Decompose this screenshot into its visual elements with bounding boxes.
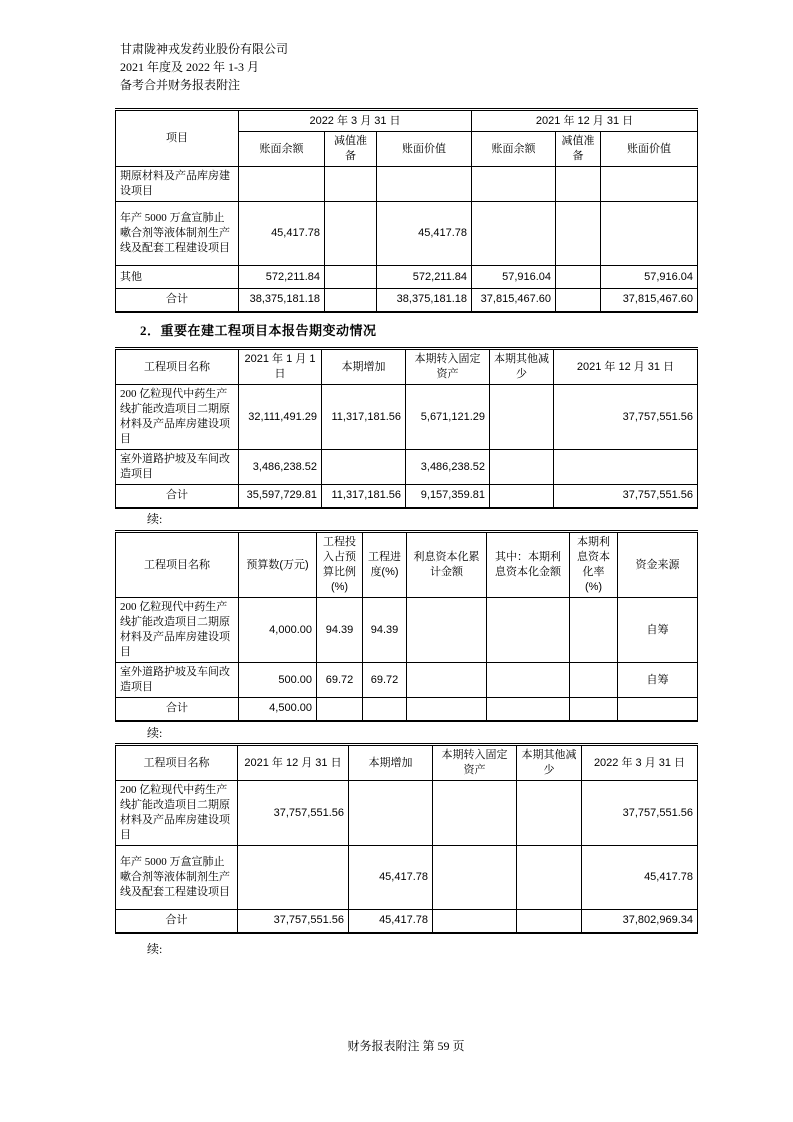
column-group-2022-03-31: 2022 年 3 月 31 日 (239, 110, 472, 132)
column-header: 2021 年 1 月 1 日 (239, 349, 322, 385)
total-value-cell (363, 698, 407, 721)
value-cell (490, 450, 554, 485)
total-value-cell: 37,815,467.60 (472, 289, 556, 312)
table-row (116, 450, 698, 485)
table-row (116, 846, 698, 910)
value-cell (325, 202, 377, 266)
value-cell (556, 167, 601, 202)
value-cell: 37,757,551.56 (238, 781, 349, 846)
value-cell: 57,916.04 (472, 266, 556, 289)
value-cell (472, 202, 556, 266)
total-row (116, 289, 698, 312)
column-header: 工程项目名称 (116, 745, 238, 781)
total-value-cell: 11,317,181.56 (322, 485, 406, 508)
value-cell: 3,486,238.52 (406, 450, 490, 485)
value-cell (487, 663, 570, 698)
table-row (116, 385, 698, 450)
table-row (116, 202, 698, 266)
table-header-row (116, 745, 698, 781)
value-cell (490, 385, 554, 450)
column-header: 利息资本化累计金额 (407, 532, 487, 598)
value-cell (349, 781, 433, 846)
total-value-cell: 9,157,359.81 (406, 485, 490, 508)
funding-source-cell: 自筹 (618, 598, 698, 663)
table-header-row (116, 110, 698, 132)
item-name-cell: 200 亿粒现代中药生产线扩能改造项目二期原材料及产品库房建设项目 (116, 598, 239, 663)
total-value-cell: 38,375,181.18 (377, 289, 472, 312)
value-cell (325, 167, 377, 202)
total-row (116, 698, 698, 721)
table-header-row (116, 532, 698, 598)
column-header: 本期转入固定资产 (433, 745, 517, 781)
table-row (116, 663, 698, 698)
column-header: 减值准备 (556, 132, 601, 167)
value-cell (556, 266, 601, 289)
value-cell (433, 781, 517, 846)
total-row (116, 485, 698, 508)
funding-source-cell: 自筹 (618, 663, 698, 698)
value-cell (601, 167, 698, 202)
continued-label-3: 续: (147, 942, 163, 956)
column-header: 2021 年 12 月 31 日 (554, 349, 698, 385)
report-period: 2021 年度及 2022 年 1-3 月 (120, 60, 259, 74)
total-value-cell: 37,815,467.60 (601, 289, 698, 312)
column-header: 工程项目名称 (116, 532, 239, 598)
value-cell: 45,417.78 (239, 202, 325, 266)
total-value-cell (433, 910, 517, 933)
total-label-cell: 合计 (116, 698, 239, 721)
value-cell: 45,417.78 (377, 202, 472, 266)
value-cell: 69.72 (363, 663, 407, 698)
column-header: 账面余额 (472, 132, 556, 167)
total-value-cell (325, 289, 377, 312)
value-cell (570, 598, 618, 663)
value-cell (517, 781, 582, 846)
total-row (116, 910, 698, 933)
total-value-cell (517, 910, 582, 933)
column-header: 账面余额 (239, 132, 325, 167)
item-name-cell: 年产 5000 万盒宣肺止嗽合剂等液体制剂生产线及配套工程建设项目 (116, 846, 238, 910)
total-value-cell: 37,757,551.56 (554, 485, 698, 508)
table-cip-movement-2021 (115, 347, 698, 509)
value-cell: 45,417.78 (582, 846, 698, 910)
company-name: 甘肃陇神戎发药业股份有限公司 (120, 42, 289, 56)
total-value-cell (618, 698, 698, 721)
table-row (116, 598, 698, 663)
table-header-row (116, 349, 698, 385)
column-header: 2021 年 12 月 31 日 (238, 745, 349, 781)
item-name-cell: 室外道路护坡及车间改造项目 (116, 450, 239, 485)
value-cell (325, 266, 377, 289)
table-row (116, 781, 698, 846)
total-value-cell (556, 289, 601, 312)
value-cell (239, 167, 325, 202)
total-value-cell: 45,417.78 (349, 910, 433, 933)
value-cell: 572,211.84 (239, 266, 325, 289)
value-cell: 5,671,121.29 (406, 385, 490, 450)
value-cell: 37,757,551.56 (582, 781, 698, 846)
column-header: 本期其他减少 (517, 745, 582, 781)
value-cell: 500.00 (239, 663, 317, 698)
document-header (120, 40, 288, 94)
value-cell: 94.39 (363, 598, 407, 663)
total-value-cell: 37,802,969.34 (582, 910, 698, 933)
column-header: 本期增加 (349, 745, 433, 781)
total-value-cell (570, 698, 618, 721)
value-cell: 11,317,181.56 (322, 385, 406, 450)
column-header: 2022 年 3 月 31 日 (582, 745, 698, 781)
column-group-2021-12-31: 2021 年 12 月 31 日 (472, 110, 698, 132)
value-cell (517, 846, 582, 910)
continued-label-1: 续: (147, 512, 163, 526)
continued-label-2: 续: (147, 726, 163, 740)
item-name-cell: 200 亿粒现代中药生产线扩能改造项目二期原材料及产品库房建设项目 (116, 385, 239, 450)
column-header: 工程投入占预算比例(%) (317, 532, 363, 598)
table-row (116, 266, 698, 289)
value-cell (238, 846, 349, 910)
section-heading: 2．重要在建工程项目本报告期变动情况 (140, 323, 377, 338)
value-cell: 45,417.78 (349, 846, 433, 910)
table-cip-movement-2022q1 (115, 743, 698, 934)
column-header: 其中：本期利息资本化金额 (487, 532, 570, 598)
table-row (116, 167, 698, 202)
column-header: 工程项目名称 (116, 349, 239, 385)
item-name-cell: 年产 5000 万盒宣肺止嗽合剂等液体制剂生产线及配套工程建设项目 (116, 202, 239, 266)
value-cell (472, 167, 556, 202)
column-header-item: 项目 (116, 110, 239, 167)
value-cell: 3,486,238.52 (239, 450, 322, 485)
item-name-cell: 期原材料及产品库房建设项目 (116, 167, 239, 202)
column-header: 资金来源 (618, 532, 698, 598)
value-cell (570, 663, 618, 698)
column-header: 本期其他减少 (490, 349, 554, 385)
value-cell (322, 450, 406, 485)
total-value-cell (490, 485, 554, 508)
total-value-cell (317, 698, 363, 721)
total-value-cell: 35,597,729.81 (239, 485, 322, 508)
total-label-cell: 合计 (116, 485, 239, 508)
value-cell (556, 202, 601, 266)
value-cell (433, 846, 517, 910)
value-cell: 572,211.84 (377, 266, 472, 289)
column-header: 本期利息资本化率(%) (570, 532, 618, 598)
column-header: 工程进度(%) (363, 532, 407, 598)
column-header: 本期增加 (322, 349, 406, 385)
item-name-cell: 室外道路护坡及车间改造项目 (116, 663, 239, 698)
value-cell: 4,000.00 (239, 598, 317, 663)
column-header: 账面价值 (601, 132, 698, 167)
total-label-cell: 合计 (116, 910, 238, 933)
total-value-cell (407, 698, 487, 721)
column-header: 本期转入固定资产 (406, 349, 490, 385)
item-name-cell: 其他 (116, 266, 239, 289)
column-header: 账面价值 (377, 132, 472, 167)
value-cell (601, 202, 698, 266)
table-cip-by-item (115, 108, 698, 313)
value-cell: 32,111,491.29 (239, 385, 322, 450)
total-value-cell: 37,757,551.56 (238, 910, 349, 933)
column-header: 预算数(万元) (239, 532, 317, 598)
total-value-cell (487, 698, 570, 721)
report-title: 备考合并财务报表附注 (120, 78, 241, 92)
column-header: 减值准备 (325, 132, 377, 167)
value-cell: 69.72 (317, 663, 363, 698)
page-footer: 财务报表附注 第 59 页 (347, 1039, 465, 1053)
value-cell (487, 598, 570, 663)
value-cell (407, 598, 487, 663)
item-name-cell: 200 亿粒现代中药生产线扩能改造项目二期原材料及产品库房建设项目 (116, 781, 238, 846)
table-cip-budget-progress (115, 530, 698, 722)
total-value-cell: 38,375,181.18 (239, 289, 325, 312)
value-cell: 94.39 (317, 598, 363, 663)
value-cell (407, 663, 487, 698)
total-label-cell: 合计 (116, 289, 239, 312)
total-value-cell: 4,500.00 (239, 698, 317, 721)
value-cell: 57,916.04 (601, 266, 698, 289)
value-cell (554, 450, 698, 485)
value-cell (377, 167, 472, 202)
value-cell: 37,757,551.56 (554, 385, 698, 450)
